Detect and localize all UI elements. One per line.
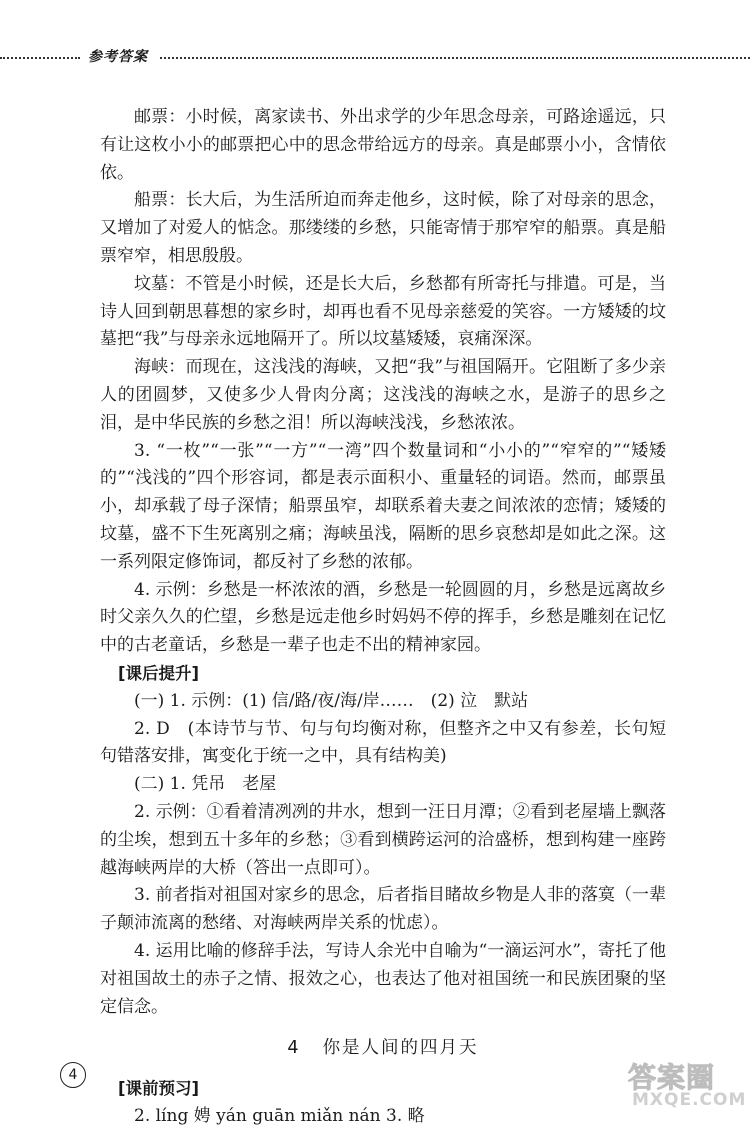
answer-paragraph: 4. 运用比喻的修辞手法，写诗人余光中自喻为“一滴运河水”，寄托了他对祖国故土的赤子之情、报效之心，也表达了他对祖国统一和民族团聚的坚定信念。 [100, 940, 667, 1017]
header-dotted-rule-left [0, 57, 80, 59]
answer-paragraph: (一) 1. 示例：(1) 信/路/夜/海/岸…… (2) 泣 默站 [134, 690, 529, 711]
chapter-number: 4 [287, 1038, 301, 1059]
answer-paragraph: 3. “一枚”“一张”“一方”“一湾”四个数量词和“小小的”“窄窄的”“矮矮的”“浅浅的”四个形容词，都是表示面积小、重量轻的词语。然而，邮票虽小，却承载了母子深情；船票虽窄，却联系着夫妻之间浓浓的恋情；矮矮的坟墓，盛不下生死离别之痛；海峡虽浅，隔断的思乡哀愁却是如此之深。这一系列限定修饰词，都反衬了乡愁的浓郁。 [100, 440, 666, 572]
answer-paragraph: 船票：长大后，为生活所迫而奔走他乡，这时候，除了对母亲的思念，又增加了对爱人的惦念。那缕缕的乡愁，只能寄情于那窄窄的船票。真是船票窄窄，相思殷殷。 [100, 190, 666, 266]
answer-paragraph: 2. D (本诗节与节、句与句均衡对称，但整齐之中又有参差，长句短句错落安排，寓变化于统一之中，具有结构美) [100, 718, 666, 767]
page-number-badge: 4 [60, 1062, 86, 1088]
answer-paragraph: 坟墓：不管是小时候，还是长大后，乡愁都有所寄托与排遣。可是，当诗人回到朝思暮想的家乡时，却再也看不见母亲慈爱的笑容。一方矮矮的坟墓把“我”与母亲永远地隔开了。所以坟墓矮矮，哀痛深深。 [100, 273, 666, 350]
watermark-sub-text: MXQE.COM [632, 1090, 747, 1110]
chapter-title [100, 1035, 666, 1063]
answer-paragraph: (二) 1. 凭吊 老屋 [134, 774, 277, 795]
answer-paragraph: 3. 前者指对祖国对家乡的思念，后者指目睹故乡物是人非的落寞（一辈子颠沛流离的愁绪、对海峡两岸关系的忧虑）。 [100, 885, 666, 934]
section-heading-preview: [课前预习] [118, 1079, 200, 1099]
watermark-logo [628, 1056, 746, 1112]
answer-paragraph: 2. líng 娉 yán guān miǎn nán 3. 略 [134, 1105, 425, 1126]
answer-paragraph: 2. 示例：①看着清冽冽的井水，想到一汪日月潭；②看到老屋墙上飘落的尘埃，想到五十多年的乡愁；③看到横跨运河的洽盛桥，想到构建一座跨越海峡两岸的大桥（答出一点即可）。 [100, 801, 666, 878]
page-header [0, 46, 750, 66]
header-dotted-rule-right [160, 57, 750, 59]
watermark-main-text: 答案圈 [628, 1061, 716, 1094]
answer-content [100, 104, 666, 1131]
answer-paragraph: 4. 示例：乡愁是一杯浓浓的酒，乡愁是一轮圆圆的月，乡愁是远离故乡时父亲久久的伫望，乡愁是远走他乡时妈妈不停的挥手，乡愁是雕刻在记忆中的古老童话，乡愁是一辈子也走不出的精神家园。 [100, 579, 666, 656]
answer-paragraph: 海峡：而现在，这浅浅的海峡，又把“我”与祖国隔开。它阻断了多少亲人的团圆梦，又使多少人骨肉分离；这浅浅的海峡之水，是游子的思乡之泪，是中华民族的乡愁之泪！所以海峡浅浅，乡愁浓浓。 [100, 357, 666, 433]
header-title: 参考答案 [88, 49, 148, 65]
answer-paragraph: 邮票：小时候，离家读书、外出求学的少年思念母亲，可路途遥远，只有让这枚小小的邮票把心中的思念带给远方的母亲。真是邮票小小，含情依依。 [100, 107, 666, 183]
chapter-title-text: 你是人间的四月天 [322, 1038, 479, 1059]
section-heading-after-class: [课后提升] [118, 663, 200, 683]
